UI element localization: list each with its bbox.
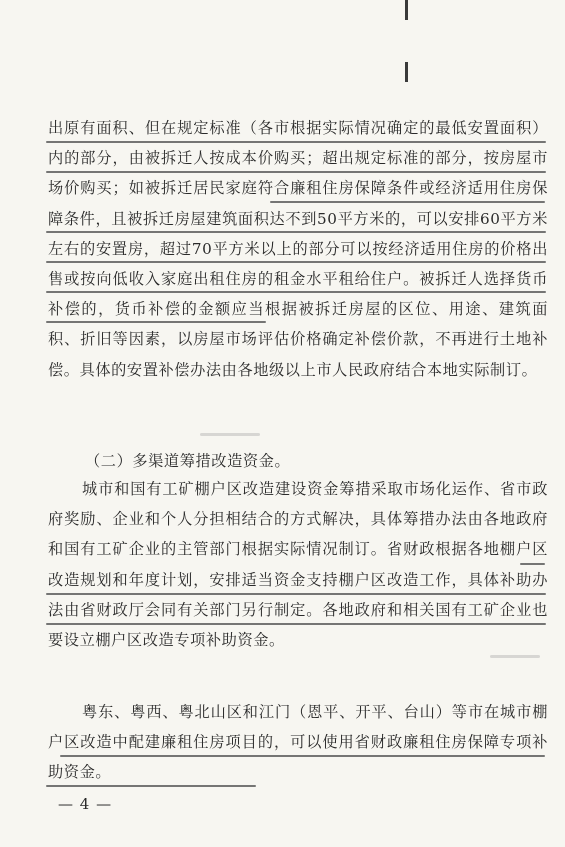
paragraph-continued: 出原有面积、但在规定标准（各市根据实际情况确定的最低安置面积）内的部分，由被拆迁人按成本价购买；超出规定标准的部分，按房屋市场价购买；如被拆迁居民家庭符合廉租住房保障条件或经济适用住房保障条件，且被拆迁房屋建筑面积达不到50平方米的，可以安排60平方米左右的安置房，超过70平方米以上的部分可以按经济适用住房的价格出售或按向低收入家庭出租住房的租金水平租给住户。被拆迁人选择货币补偿的，货币补偿的金额应当根据被拆迁房屋的区位、用途、建筑面积、折旧等因素，以房屋市场评估价格确定补偿价款，不再进行土地补偿。具体的安置补偿办法由各地级以上市人民政府结合本地实际制订。	[48, 119, 548, 379]
paragraph-regions: 粤东、粤西、粤北山区和江门（恩平、开平、台山）等市在城市棚户区改造中配建廉租住房项目的，可以使用省财政廉租住房保障专项补助资金。	[48, 703, 548, 782]
section-heading: （二）多渠道筹措改造资金。	[85, 452, 291, 470]
binding-mark-top	[405, 0, 408, 20]
scan-speck	[200, 433, 260, 436]
paragraph-funding: 城市和国有工矿棚户区改造建设资金筹措采取市场化运作、省市政府奖励、企业和个人分担相结合的方式解决，具体筹措办法由各地政府和国有工矿企业的主管部门根据实际情况制订。省财政根据各地棚户区改造规划和年度计划，安排适当资金支持棚户区改造工作，具体补助办法由省财政厅会同有关部门另行制定。各地政府和相关国有工矿企业也要设立棚户区改造专项补助资金。	[48, 480, 548, 650]
scan-speck	[490, 655, 540, 658]
binding-mark-upper	[405, 62, 408, 82]
page-number: — 4 —	[58, 795, 113, 813]
